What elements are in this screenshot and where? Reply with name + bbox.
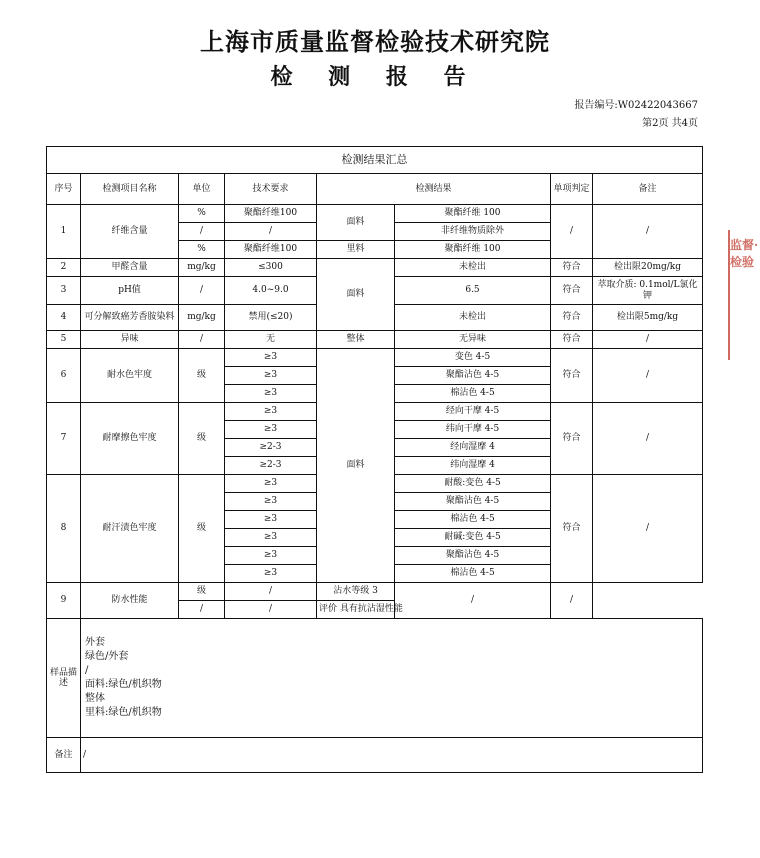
requirement-cell: 4.0~9.0: [225, 277, 317, 305]
part-cell: 里料: [317, 241, 395, 259]
result-cell: 聚酯纤维 100: [395, 205, 551, 223]
unit-cell: /: [179, 331, 225, 349]
verdict-cell: 符合: [551, 403, 593, 475]
unit-cell: /: [179, 277, 225, 305]
remark-cell: /: [593, 475, 703, 583]
sample-line: 外套: [85, 637, 105, 648]
remark-cell: 检出限20mg/kg: [593, 259, 703, 277]
unit-cell: 级: [179, 475, 225, 583]
verdict-cell: 符合: [551, 349, 593, 403]
unit-cell: %: [179, 241, 225, 259]
sample-description: [81, 619, 703, 738]
header-cell: 检测项目名称: [81, 174, 179, 205]
header-cell: 单位: [179, 174, 225, 205]
remark-cell: /: [551, 583, 593, 619]
result-cell: 耐碱:变色 4-5: [395, 529, 551, 547]
row-number: 2: [47, 259, 81, 277]
note-value: /: [81, 738, 703, 773]
requirement-cell: ≥3: [225, 565, 317, 583]
results-table: [46, 146, 703, 773]
result-cell: 6.5: [395, 277, 551, 305]
result-cell: 聚酯沾色 4-5: [395, 493, 551, 511]
table-header-row: [47, 174, 703, 205]
part-cell: 面料: [317, 205, 395, 241]
table-row: [47, 205, 703, 223]
result-cell: 非纤维物质除外: [395, 223, 551, 241]
item-name: 耐汗渍色牢度: [81, 475, 179, 583]
requirement-cell: ≥2-3: [225, 439, 317, 457]
table-row: [47, 331, 703, 349]
requirement-cell: ≥3: [225, 349, 317, 367]
header-cell: 序号: [47, 174, 81, 205]
remark-cell: /: [593, 205, 703, 259]
unit-cell: 级: [179, 403, 225, 475]
org-title: 上海市质量监督检验技术研究院: [200, 27, 550, 56]
table-row: [47, 349, 703, 367]
verdict-cell: 符合: [551, 277, 593, 305]
requirement-cell: ≥3: [225, 421, 317, 439]
verdict-cell: 符合: [551, 259, 593, 277]
result-cell: 聚酯沾色 4-5: [395, 547, 551, 565]
report-number: 报告编号:W02422043667: [574, 100, 698, 111]
row-number: 1: [47, 205, 81, 259]
requirement-cell: ≤300: [225, 259, 317, 277]
verdict-cell: /: [551, 205, 593, 259]
row-number: 9: [47, 583, 81, 619]
official-stamp: [728, 230, 760, 360]
unit-cell: 级: [179, 583, 225, 601]
verdict-cell: 符合: [551, 305, 593, 331]
sample-line: 面料:绿色/机织物: [85, 679, 162, 690]
requirement-cell: ≥2-3: [225, 457, 317, 475]
result-cell: 经向湿摩 4: [395, 439, 551, 457]
sample-line: 绿色/外套: [85, 651, 129, 662]
verdict-cell: 符合: [551, 475, 593, 583]
sample-line: 整体: [85, 693, 105, 704]
result-cell: 沾水等级 3: [317, 583, 395, 601]
remark-cell: /: [593, 331, 703, 349]
header-cell: 备注: [593, 174, 703, 205]
result-cell: 变色 4-5: [395, 349, 551, 367]
unit-cell: 级: [179, 349, 225, 403]
requirement-cell: ≥3: [225, 403, 317, 421]
requirement-cell: /: [225, 223, 317, 241]
table-row: [47, 583, 703, 601]
row-number: 4: [47, 305, 81, 331]
unit-cell: %: [179, 205, 225, 223]
unit-cell: /: [179, 601, 225, 619]
sample-line: /: [85, 665, 89, 676]
result-cell: 纬向干摩 4-5: [395, 421, 551, 439]
item-name: pH值: [81, 277, 179, 305]
sample-row: [47, 619, 703, 738]
row-number: 5: [47, 331, 81, 349]
result-cell: 聚酯沾色 4-5: [395, 367, 551, 385]
requirement-cell: ≥3: [225, 367, 317, 385]
sample-line: 里料:绿色/机织物: [85, 707, 162, 718]
result-cell: 棉沾色 4-5: [395, 565, 551, 583]
requirement-cell: 无: [225, 331, 317, 349]
result-cell: 未检出: [395, 259, 551, 277]
note-row: [47, 738, 703, 773]
item-name: 异味: [81, 331, 179, 349]
requirement-cell: ≥3: [225, 385, 317, 403]
result-cell: 耐酸:变色 4-5: [395, 475, 551, 493]
row-number: 8: [47, 475, 81, 583]
item-name: 防水性能: [81, 583, 179, 619]
verdict-cell: 符合: [551, 331, 593, 349]
part-cell: 整体: [317, 331, 395, 349]
part-cell: 面料: [317, 259, 395, 331]
requirement-cell: /: [225, 583, 317, 601]
row-number: 7: [47, 403, 81, 475]
result-cell: 未检出: [395, 305, 551, 331]
result-cell: 经向干摩 4-5: [395, 403, 551, 421]
row-number: 6: [47, 349, 81, 403]
remark-cell: /: [593, 349, 703, 403]
sample-label: 样品描述: [47, 619, 81, 738]
result-cell: 评价 具有抗沾湿性能: [317, 601, 395, 619]
unit-cell: mg/kg: [179, 305, 225, 331]
result-cell: 棉沾色 4-5: [395, 511, 551, 529]
requirement-cell: ≥3: [225, 493, 317, 511]
requirement-cell: ≥3: [225, 547, 317, 565]
result-cell: 棉沾色 4-5: [395, 385, 551, 403]
remark-cell: 萃取介质: 0.1mol/L氯化钾: [593, 277, 703, 305]
part-cell: 面料: [317, 349, 395, 583]
row-number: 3: [47, 277, 81, 305]
requirement-cell: 聚酯纤维100: [225, 241, 317, 259]
result-cell: 聚酯纤维 100: [395, 241, 551, 259]
table-row: [47, 259, 703, 277]
header-cell: 技术要求: [225, 174, 317, 205]
report-title: 检 测 报 告: [270, 64, 480, 90]
remark-cell: 检出限5mg/kg: [593, 305, 703, 331]
requirement-cell: 聚酯纤维100: [225, 205, 317, 223]
unit-cell: /: [179, 223, 225, 241]
result-cell: 纬向湿摩 4: [395, 457, 551, 475]
requirement-cell: ≥3: [225, 511, 317, 529]
header-cell: 检测结果: [317, 174, 551, 205]
result-cell: 无异味: [395, 331, 551, 349]
requirement-cell: 禁用(≤20): [225, 305, 317, 331]
unit-cell: mg/kg: [179, 259, 225, 277]
requirement-cell: ≥3: [225, 529, 317, 547]
item-name: 耐摩擦色牢度: [81, 403, 179, 475]
note-label: 备注: [47, 738, 81, 773]
table-caption: 检测结果汇总: [47, 147, 703, 174]
remark-cell: /: [593, 403, 703, 475]
item-name: 可分解致癌芳香胺染料: [81, 305, 179, 331]
item-name: 纤维含量: [81, 205, 179, 259]
header-cell: 单项判定: [551, 174, 593, 205]
item-name: 甲醛含量: [81, 259, 179, 277]
stamp-text: 监督·检验: [730, 238, 759, 269]
verdict-cell: /: [395, 583, 551, 619]
requirement-cell: ≥3: [225, 475, 317, 493]
requirement-cell: /: [225, 601, 317, 619]
item-name: 耐水色牢度: [81, 349, 179, 403]
page-number: 第2页 共4页: [642, 118, 698, 129]
